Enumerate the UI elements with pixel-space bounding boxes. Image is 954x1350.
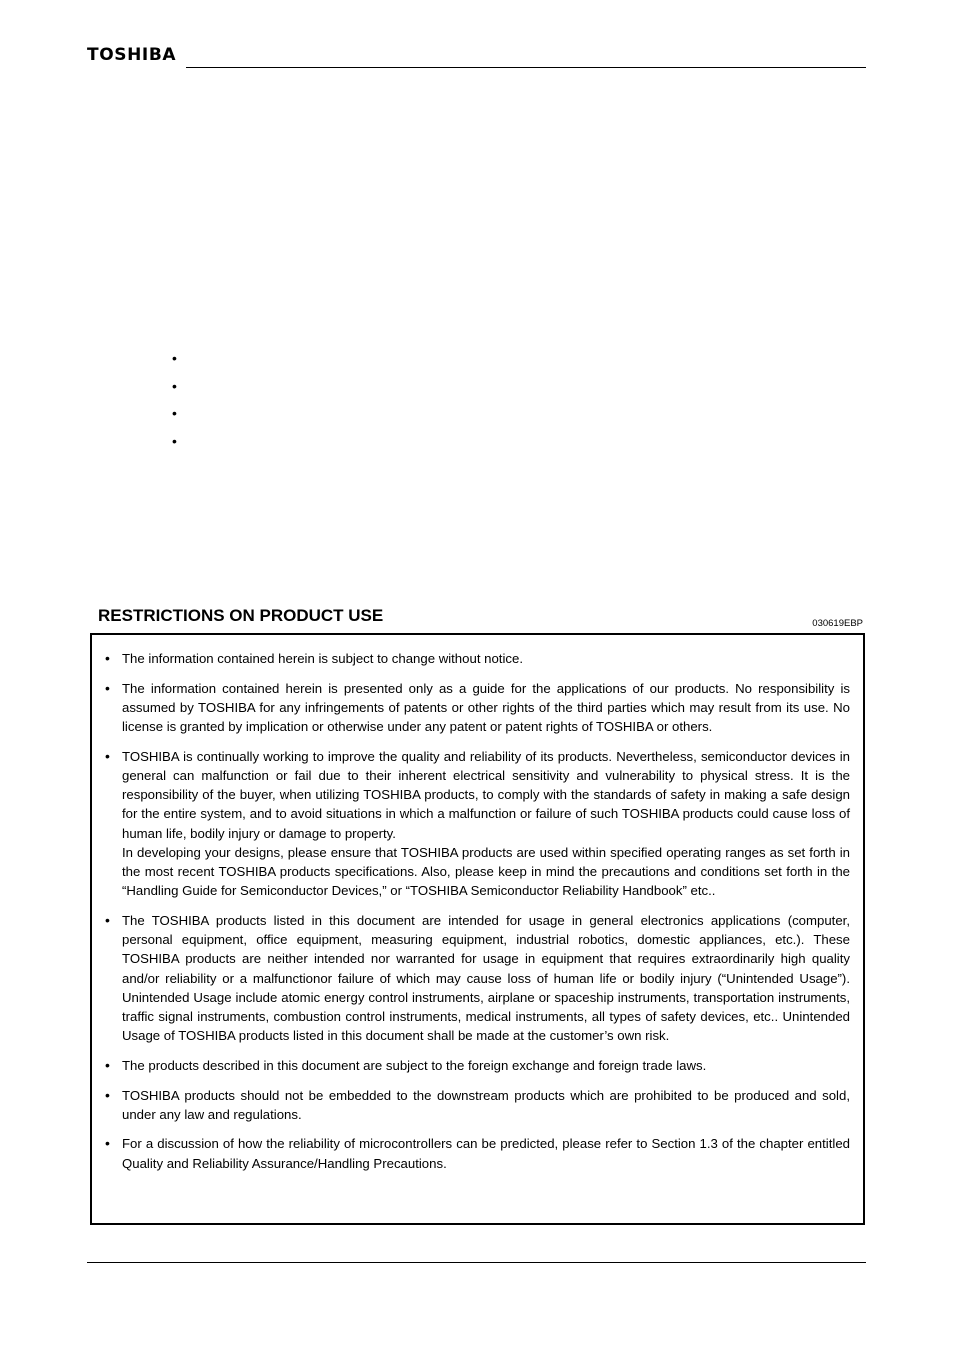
restriction-item-change-notice: [105, 649, 850, 668]
restrictions-list: [105, 649, 850, 1173]
list-item: •: [172, 405, 177, 421]
restriction-text: The information contained herein is subject to change without notice.: [122, 651, 523, 666]
restriction-text: For a discussion of how the reliability of microcontrollers can be predicted, please refer to Section 1.3 of the chapter entitled Quality and Reliability Assurance/Handling Precautions.: [122, 1136, 850, 1171]
list-item: •: [172, 377, 177, 394]
restriction-text: The information contained herein is presented only as a guide for the applications of our products. No responsibility is assumed by TOSHIBA for any infringements of patents or other rights of the third parties which may result from its use. No license is granted by implication or otherwise under any patent or patent rights of TOSHIBA or others.: [122, 680, 850, 735]
bullet-icon: •: [105, 747, 110, 764]
restriction-item-reliability: [105, 747, 850, 901]
bullet-icon: •: [105, 1056, 110, 1073]
restriction-text: The TOSHIBA products listed in this document are intended for usage in general electronics applications (computer, personal equipment, office equipment, measuring equipment, industrial robotics, domestic appliances, etc.). These TOSHIBA products are neither intended nor warranted for usage in equipment that requires extraordinarily high quality and/or reliability or a malfunctionor failure of which may cause loss of human life or bodily injury (“Unintended Usage”). Unintended Usage include atomic energy control instruments, airplane or spaceship instruments, transportation instruments, traffic signal instruments, combustion control instruments, medical instruments, all types of safety devices, etc.. Unintended Usage of TOSHIBA products listed in this document shall be made at the customer’s own risk.: [122, 912, 850, 1044]
bullet-icon: •: [105, 1086, 110, 1103]
list-item: •: [172, 350, 177, 366]
restrictions-title: RESTRICTIONS ON PRODUCT USE: [98, 606, 384, 625]
restrictions-box: [90, 633, 865, 1225]
footer-divider: [87, 1262, 866, 1263]
toshiba-logo: TOSHIBA: [87, 45, 177, 65]
bullet-icon: •: [105, 911, 110, 928]
list-item: •: [172, 432, 177, 449]
bullet-icon: •: [105, 679, 110, 696]
restriction-text: The products described in this document are subject to the foreign exchange and foreign trade laws.: [122, 1057, 707, 1073]
header-divider: [186, 67, 866, 68]
restriction-text: In developing your designs, please ensure that TOSHIBA products are used within specified operating ranges as set forth in the most recent TOSHIBA products specifications. Also, please keep in mind the precautions and conditions set forth in the “Handling Guide for Semiconductor Devices,” or “TOSHIBA Semiconductor Reliability Handbook” etc..: [122, 844, 850, 899]
empty-bullet-list: [172, 347, 177, 457]
restriction-text: TOSHIBA products should not be embedded to the downstream products which are prohibited to be produced and sold, under any law and regulations.: [122, 1087, 850, 1122]
bullet-icon: •: [105, 650, 110, 666]
restriction-item-microcontroller-reliability: [105, 1134, 850, 1172]
bullet-icon: •: [105, 1135, 110, 1152]
restriction-text: TOSHIBA is continually working to improve the quality and reliability of its products. Nevertheless, semiconductor devices in general can malfunction or fail due to their inherent electrical sensitivity and vulnerability to physical stress. It is the responsibility of the buyer, when utilizing TOSHIBA products, to comply with the standards of safety in making a safe design for the entire system, and to avoid situations in which a malfunction or failure of such TOSHIBA products could cause loss of human life, bodily injury or damage to property.: [122, 748, 850, 841]
restriction-item-trade-laws: [105, 1056, 850, 1075]
restriction-item-intended-usage: [105, 911, 850, 1045]
restriction-item-embedding: [105, 1086, 850, 1124]
restriction-item-guide-only: [105, 679, 850, 737]
document-code: 030619EBP: [812, 618, 863, 629]
